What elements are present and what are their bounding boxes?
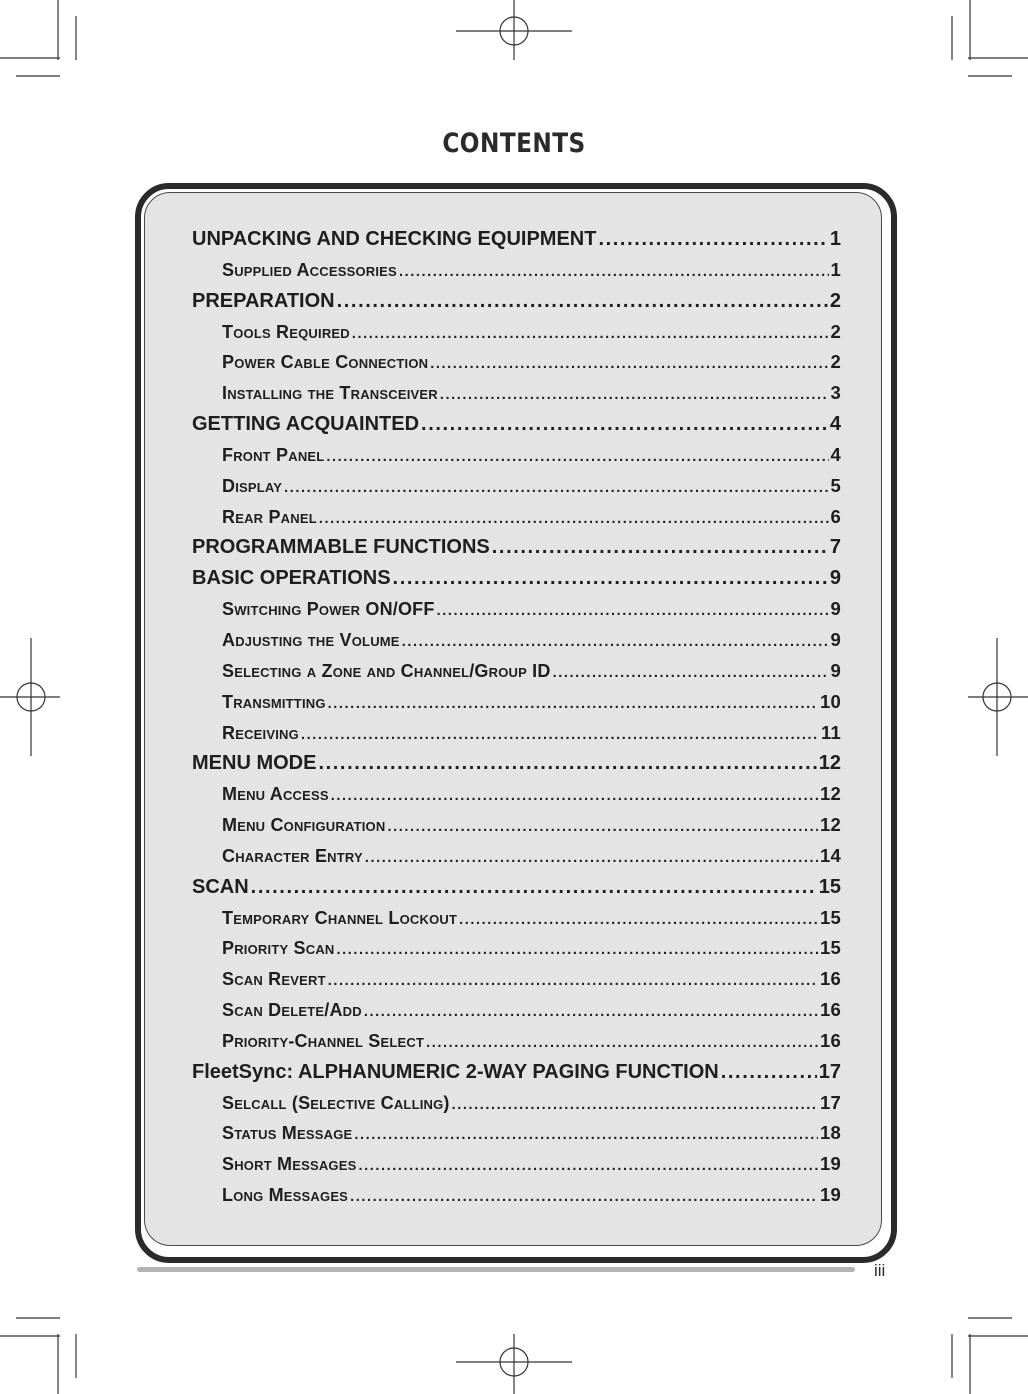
toc-subsection-entry[interactable] — [192, 259, 841, 290]
toc-dot-leader — [452, 1097, 818, 1113]
toc-entry-title: Transmitting — [222, 691, 326, 712]
toc-dot-leader — [328, 696, 818, 712]
toc-entry-page-number: 16 — [820, 1029, 841, 1051]
toc-entry-title: Front Panel — [222, 444, 325, 465]
toc-dot-leader — [598, 228, 827, 251]
toc-entry-page-number: 1 — [830, 258, 841, 280]
toc-section-entry[interactable] — [192, 567, 841, 598]
toc-entry-title: SCAN — [192, 875, 249, 898]
toc-section-entry[interactable] — [192, 228, 841, 259]
toc-entry-title: Power Cable Connection — [222, 352, 429, 373]
toc-subsection-entry[interactable] — [192, 907, 841, 938]
toc-subsection-entry[interactable] — [192, 1092, 841, 1123]
toc-entry-page-number: 14 — [820, 844, 841, 866]
toc-dot-leader — [337, 942, 819, 958]
toc-section-entry[interactable] — [192, 413, 841, 444]
toc-dot-leader — [402, 634, 829, 650]
toc-entry-title: Adjusting the Volume — [222, 629, 400, 650]
toc-subsection-entry[interactable] — [192, 351, 841, 382]
toc-section-entry[interactable] — [192, 536, 841, 567]
toc-dot-leader — [331, 788, 818, 804]
toc-entry-title: UNPACKING AND CHECKING EQUIPMENT — [192, 228, 597, 250]
toc-entry-page-number: 19 — [820, 1153, 841, 1175]
toc-entry-title: Receiving — [222, 722, 299, 743]
toc-dot-leader — [430, 356, 828, 372]
toc-entry-page-number: 15 — [820, 937, 841, 959]
toc-subsection-entry[interactable] — [192, 691, 841, 722]
toc-entry-title: GETTING ACQUAINTED — [192, 413, 420, 436]
toc-dot-leader — [326, 449, 828, 465]
toc-entry-title: Menu Access — [222, 784, 329, 805]
toc-subsection-entry[interactable] — [192, 783, 841, 814]
toc-entry-title: PROGRAMMABLE FUNCTIONS — [192, 536, 490, 559]
toc-entry-page-number: 12 — [818, 752, 841, 775]
toc-entry-title: Installing the Transceiver — [222, 383, 438, 404]
toc-dot-leader — [337, 290, 828, 313]
toc-dot-leader — [328, 973, 818, 989]
toc-entry-page-number: 12 — [820, 814, 841, 836]
toc-subsection-entry[interactable] — [192, 598, 841, 629]
table-of-contents — [192, 228, 841, 1215]
toc-entry-title: Selcall (Selective Calling) — [222, 1092, 450, 1113]
toc-subsection-entry[interactable] — [192, 1153, 841, 1184]
page-number: iii — [874, 1261, 886, 1280]
toc-entry-title: Short Messages — [222, 1154, 357, 1175]
toc-entry-title: Long Messages — [222, 1185, 349, 1206]
toc-entry-page-number: 2 — [830, 320, 841, 342]
toc-entry-page-number: 7 — [829, 536, 841, 559]
toc-entry-title: BASIC OPERATIONS — [192, 567, 391, 590]
toc-subsection-entry[interactable] — [192, 475, 841, 506]
toc-entry-page-number: 9 — [829, 567, 841, 590]
toc-entry-page-number: 3 — [830, 382, 841, 404]
toc-entry-title: Status Message — [222, 1123, 353, 1144]
toc-entry-page-number: 11 — [821, 721, 841, 743]
toc-subsection-entry[interactable] — [192, 845, 841, 876]
toc-dot-leader — [440, 387, 829, 403]
toc-entry-title: Display — [222, 475, 283, 496]
toc-dot-leader — [393, 567, 828, 590]
toc-entry-title: Switching Power ON/OFF — [222, 599, 435, 620]
toc-entry-page-number: 1 — [829, 228, 841, 250]
toc-entry-page-number: 2 — [830, 351, 841, 373]
toc-entry-title: Temporary Channel Lockout — [222, 907, 458, 928]
toc-entry-page-number: 10 — [820, 690, 841, 712]
toc-subsection-entry[interactable] — [192, 722, 841, 753]
toc-dot-leader — [301, 727, 819, 743]
toc-subsection-entry[interactable] — [192, 1184, 841, 1215]
toc-entry-page-number: 17 — [820, 1091, 841, 1113]
toc-subsection-entry[interactable] — [192, 814, 841, 845]
toc-subsection-entry[interactable] — [192, 1030, 841, 1061]
toc-entry-title: Menu Configuration — [222, 815, 386, 836]
toc-subsection-entry[interactable] — [192, 444, 841, 475]
toc-entry-title: MENU MODE — [192, 752, 317, 775]
toc-entry-page-number: 19 — [820, 1184, 841, 1206]
toc-subsection-entry[interactable] — [192, 629, 841, 660]
toc-entry-page-number: 16 — [820, 968, 841, 990]
toc-entry-title: Scan Revert — [222, 969, 326, 990]
toc-subsection-entry[interactable] — [192, 968, 841, 999]
toc-entry-page-number: 9 — [830, 628, 841, 650]
toc-dot-leader — [426, 1035, 818, 1051]
toc-entry-page-number: 17 — [818, 1060, 841, 1083]
toc-dot-leader — [364, 1004, 818, 1020]
toc-entry-title: FleetSync: ALPHANUMERIC 2-WAY PAGING FUNCTION — [192, 1060, 719, 1083]
toc-subsection-entry[interactable] — [192, 937, 841, 968]
toc-entry-title: Character Entry — [222, 845, 363, 866]
toc-entry-page-number: 9 — [830, 659, 841, 681]
toc-entry-title: Priority-Channel Select — [222, 1030, 425, 1051]
toc-dot-leader — [251, 876, 817, 899]
toc-entry-page-number: 2 — [829, 289, 841, 312]
toc-entry-title: Supplied Accessories — [222, 259, 397, 280]
toc-section-entry[interactable] — [192, 876, 841, 907]
toc-entry-title: Rear Panel — [222, 506, 317, 527]
toc-dot-leader — [284, 480, 828, 496]
toc-subsection-entry[interactable] — [192, 382, 841, 413]
toc-entry-page-number: 15 — [818, 875, 841, 898]
toc-entry-page-number: 5 — [830, 474, 841, 496]
toc-entry-page-number: 16 — [820, 999, 841, 1021]
toc-dot-leader — [553, 665, 829, 681]
toc-entry-page-number: 4 — [829, 413, 841, 436]
toc-dot-leader — [387, 819, 818, 835]
toc-section-entry[interactable] — [192, 290, 841, 321]
toc-subsection-entry[interactable] — [192, 506, 841, 537]
toc-subsection-entry[interactable] — [192, 321, 841, 352]
toc-dot-leader — [359, 1158, 819, 1174]
toc-subsection-entry[interactable] — [192, 1122, 841, 1153]
toc-dot-leader — [319, 511, 829, 527]
toc-dot-leader — [421, 413, 828, 436]
toc-dot-leader — [459, 912, 818, 928]
toc-section-entry[interactable] — [192, 752, 841, 783]
toc-dot-leader — [352, 326, 829, 342]
toc-entry-page-number: 15 — [820, 906, 841, 928]
toc-entry-title: Selecting a Zone and Channel/Group ID — [222, 660, 551, 681]
toc-dot-leader — [492, 536, 828, 559]
toc-subsection-entry[interactable] — [192, 660, 841, 691]
toc-entry-title: Tools Required — [222, 321, 350, 342]
page-title: CONTENTS — [442, 128, 586, 159]
toc-dot-leader — [437, 603, 829, 619]
toc-entry-page-number: 9 — [830, 598, 841, 620]
toc-entry-title: Scan Delete/Add — [222, 1000, 362, 1021]
toc-entry-page-number: 12 — [820, 783, 841, 805]
toc-entry-title: Priority Scan — [222, 938, 335, 959]
toc-dot-leader — [721, 1061, 817, 1084]
toc-entry-page-number: 4 — [830, 443, 841, 465]
toc-entry-title: PREPARATION — [192, 289, 335, 312]
toc-section-entry[interactable] — [192, 1061, 841, 1092]
toc-entry-page-number: 6 — [830, 505, 841, 527]
toc-subsection-entry[interactable] — [192, 999, 841, 1030]
toc-entry-page-number: 18 — [820, 1122, 841, 1144]
toc-dot-leader — [365, 850, 818, 866]
footer-rule — [137, 1267, 855, 1272]
toc-dot-leader — [399, 264, 829, 280]
toc-dot-leader — [354, 1127, 818, 1143]
toc-dot-leader — [350, 1189, 818, 1205]
toc-dot-leader — [318, 752, 816, 775]
